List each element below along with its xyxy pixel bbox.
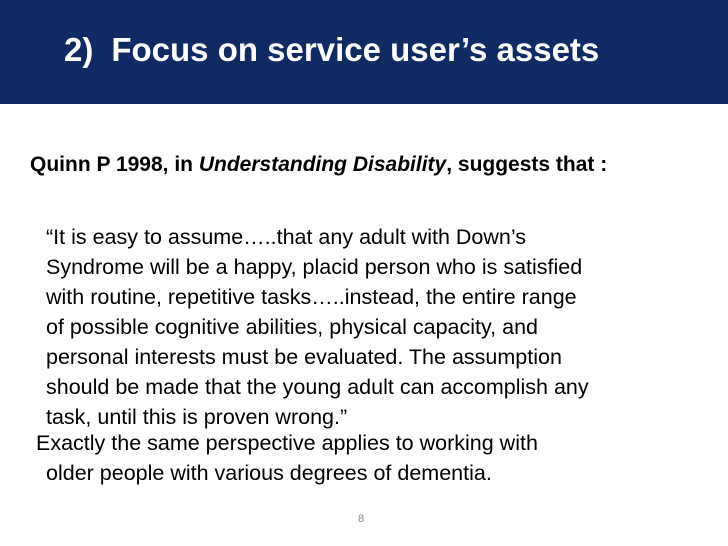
- title-number: 2): [64, 31, 94, 68]
- closing-paragraph: [36, 428, 538, 488]
- intro-line: [30, 153, 607, 177]
- intro-before: Quinn P 1998, in: [30, 153, 199, 176]
- quote-line: personal interests must be evaluated. The assumption: [46, 345, 562, 369]
- closing-line: older people with various degrees of dementia.: [46, 461, 492, 485]
- title-bar: [0, 0, 728, 104]
- title-text: Focus on service user’s assets: [111, 31, 600, 68]
- quote-line: of possible cognitive abilities, physical capacity, and: [46, 315, 538, 339]
- slide-title: [64, 28, 599, 72]
- quote-line: task, until this is proven wrong.”: [46, 405, 348, 429]
- page-number: 8: [358, 513, 365, 525]
- book-title: Understanding Disability: [198, 153, 447, 176]
- quote-line: with routine, repetitive tasks…..instead, the entire range: [46, 285, 577, 309]
- intro-after: , suggests that :: [446, 153, 608, 176]
- closing-line: Exactly the same perspective applies to working with: [36, 431, 538, 455]
- quote-line: should be made that the young adult can accomplish any: [46, 375, 589, 399]
- quote-line: Syndrome will be a happy, placid person who is satisfied: [46, 255, 583, 279]
- quote-block: [46, 222, 589, 432]
- quote-line: “It is easy to assume…..that any adult with Down’s: [46, 225, 526, 249]
